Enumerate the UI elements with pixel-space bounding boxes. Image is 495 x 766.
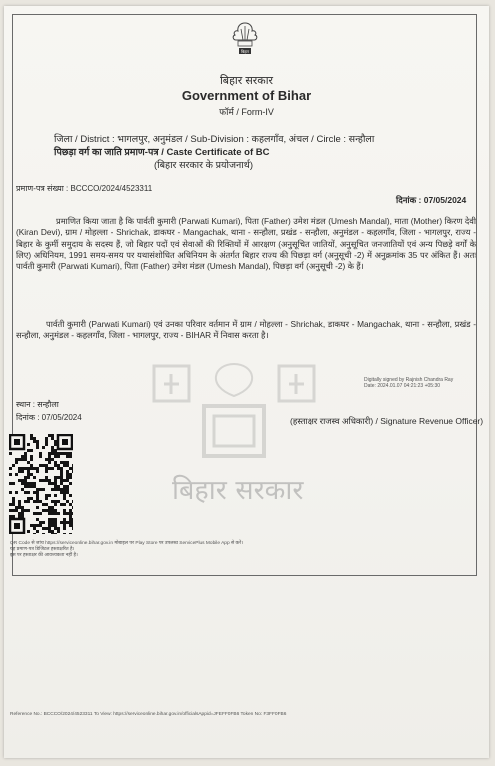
certificate-body-paragraph: प्रमाणित किया जाता है कि पार्वती कुमारी (Parwati Kumari), पिता (Father) उमेश मंडल (Umesh Mandal), माता (Mother) किरण देवी (Kiran Devi), ग्राम / मोहल्ला - Shrichak, डाकघर - Mangachak, थाना - सन्हौला, प्रखंड - सन्हौला, अनुमंडल - कहलगाँव, जिला - भागलपुर, राज्य - बिहार के कुर्मी समुदाय के सदस्य हैं, जो बिहार पदों एवं सेवाओं की रिक्तियों में आरक्षण (अनुसूचित जातियों, अनुसूचित जनजातियों एवं अन्य पिछड़े वर्गों के लिए) अधिनियम, 1991 समय-समय पर यथासंशोधित अधिनियम के अंतर्गत बिहार राज्य की पिछड़ा वर्ग (अनुसूची -2) में अनुक्रमांक 35 पर अंकित हैं। अतः पार्वती कुमारी (Parwati Kumari), पिता (Father) उमेश मंडल (Umesh Mandal), पिछड़ा वर्ग (अनुसूची -2) के हैं। bbox=[16, 216, 476, 272]
jurisdiction-line: जिला / District : भागलपुर, अनुमंडल / Sub-Division : कहलगाँव, अंचल / Circle : सन्हौला bbox=[54, 134, 375, 145]
emblem-label: बिहार bbox=[240, 49, 250, 54]
digital-signature-info bbox=[364, 377, 484, 389]
certificate-title: पिछड़ा वर्ग का जाति प्रमाण-पत्र / Caste Certificate of BC bbox=[54, 147, 270, 158]
qr-note-line: इस पर हस्ताक्षर की आवश्यकता नहीं है। bbox=[10, 553, 78, 558]
issue-date: दिनांक : 07/05/2024 bbox=[396, 195, 467, 205]
residence-paragraph: पार्वती कुमारी (Parwati Kumari) एवं उनका परिवार वर्तमान में ग्राम / मोहल्ला - Shrichak, डाकघर - Mangachak, थाना - सन्हौला, प्रखंड - सन्हौला, अनुमंडल - कहलगाँव, जिला - भागलपुर, राज्य - BIHAR में निवास करता है। bbox=[16, 319, 476, 341]
certificate-sheet bbox=[4, 6, 489, 758]
signature-revenue-officer-label: (हस्ताक्षर राजस्व अधिकारी) / Signature Revenue Officer) bbox=[290, 416, 484, 426]
place-label: स्थान : सन्हौला bbox=[16, 400, 59, 409]
qr-code-icon[interactable] bbox=[9, 434, 73, 534]
footer-reference: Reference No.: BCCCO/2024/4523311 To View: https://serviceonline.bihar.gov.in/officialsAppid=JFEFF0FB6 Token No: F3FF0FB6 bbox=[10, 712, 287, 717]
qr-note-line: QR Code से जांच https://serviceonline.bihar.gov.in मोबाइल पर Play Store पर उपलब्ध ServicePlus Mobile App से करें। bbox=[10, 541, 244, 546]
digital-sign-date: Date: 2024.01.07 04:21:23 +05:30 bbox=[364, 383, 441, 389]
govt-name-english: Government of Bihar bbox=[181, 88, 312, 103]
form-label: फॉर्म / Form-IV bbox=[219, 107, 274, 117]
bihar-emblem-icon bbox=[228, 20, 262, 60]
digital-signer: Digitally signed by Rajnish Chandra Ray bbox=[364, 377, 454, 383]
govt-name-hindi: बिहार सरकार bbox=[219, 75, 274, 87]
jurisdiction-block bbox=[54, 133, 454, 172]
place-date: दिनांक : 07/05/2024 bbox=[16, 413, 82, 422]
certificate-number: प्रमाण-पत्र संख्या : BCCCO/2024/4523311 bbox=[16, 184, 153, 193]
certificate-purpose: (बिहार सरकार के प्रयोजनार्थ) bbox=[154, 160, 253, 171]
qr-note-line: यह प्रमाण-पत्र डिजिटल हस्ताक्षरित है। bbox=[10, 547, 75, 552]
qr-verification-note bbox=[10, 541, 330, 559]
watermark-text: बिहार सरकार bbox=[172, 475, 304, 506]
